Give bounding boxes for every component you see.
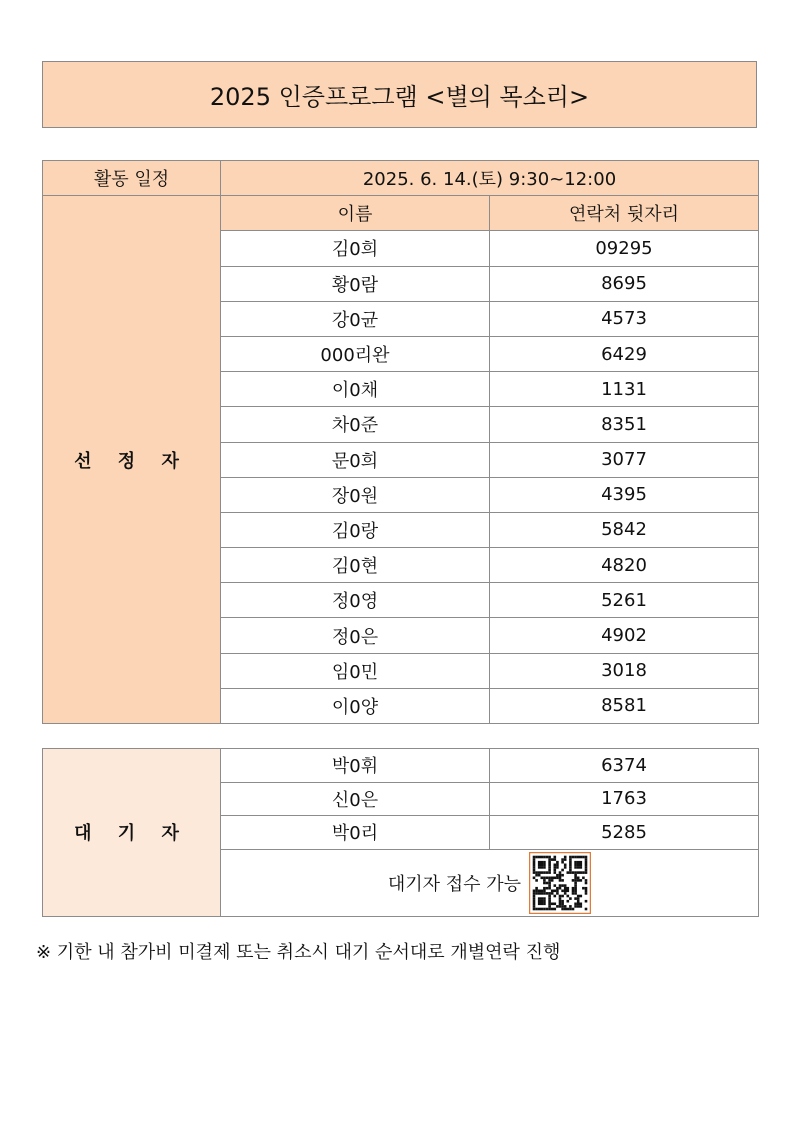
- waitlist-signup-cell: [221, 849, 759, 916]
- participant-contact: 3018: [490, 653, 759, 688]
- column-header-name: 이름: [221, 196, 490, 231]
- participant-name: 이0채: [221, 372, 490, 407]
- participant-contact: 5842: [490, 512, 759, 547]
- participant-contact: 5261: [490, 583, 759, 618]
- footnote: ※ 기한 내 참가비 미결제 또는 취소시 대기 순서대로 개별연락 진행: [36, 942, 561, 963]
- participant-name: 이0양: [221, 688, 490, 723]
- participant-contact: 8351: [490, 407, 759, 442]
- participant-contact: 09295: [490, 231, 759, 266]
- participant-contact: 8581: [490, 688, 759, 723]
- qr-code-icon[interactable]: [529, 852, 591, 914]
- page-title: [42, 61, 757, 128]
- waitlist-group-label: 대 기 자: [43, 749, 221, 917]
- participant-name: 000리완: [221, 336, 490, 371]
- schedule-value: 2025. 6. 14.(토) 9:30~12:00: [221, 161, 759, 196]
- participant-contact: 4573: [490, 301, 759, 336]
- participant-name: 김0랑: [221, 512, 490, 547]
- table-row: [43, 749, 759, 783]
- waitlist-table: [42, 748, 759, 917]
- participant-name: 차0준: [221, 407, 490, 442]
- waitlist-signup-text: 대기자 접수 가능: [387, 873, 522, 895]
- waitlist-name: 박0리: [221, 816, 490, 850]
- column-header-contact: 연락처 뒷자리: [490, 196, 759, 231]
- participant-name: 강0균: [221, 301, 490, 336]
- participant-name: 황0람: [221, 266, 490, 301]
- waitlist-contact: 1763: [490, 782, 759, 816]
- participant-name: 김0현: [221, 548, 490, 583]
- participant-name: 정0영: [221, 583, 490, 618]
- participant-name: 김0희: [221, 231, 490, 266]
- participant-contact: 1131: [490, 372, 759, 407]
- waitlist-name: 신0은: [221, 782, 490, 816]
- waitlist-contact: 6374: [490, 749, 759, 783]
- participant-name: 장0원: [221, 477, 490, 512]
- participant-name: 정0은: [221, 618, 490, 653]
- participant-name: 문0희: [221, 442, 490, 477]
- selected-group-label: 선 정 자: [43, 196, 221, 724]
- participant-contact: 8695: [490, 266, 759, 301]
- participant-contact: 4820: [490, 548, 759, 583]
- selected-table: [42, 160, 759, 724]
- participant-contact: 4902: [490, 618, 759, 653]
- participant-contact: 4395: [490, 477, 759, 512]
- schedule-label: 활동 일정: [43, 161, 221, 196]
- page-title-text: 2025 인증프로그램 <별의 목소리>: [209, 83, 590, 111]
- waitlist-contact: 5285: [490, 816, 759, 850]
- participant-name: 임0민: [221, 653, 490, 688]
- participant-contact: 3077: [490, 442, 759, 477]
- waitlist-name: 박0휘: [221, 749, 490, 783]
- participant-contact: 6429: [490, 336, 759, 371]
